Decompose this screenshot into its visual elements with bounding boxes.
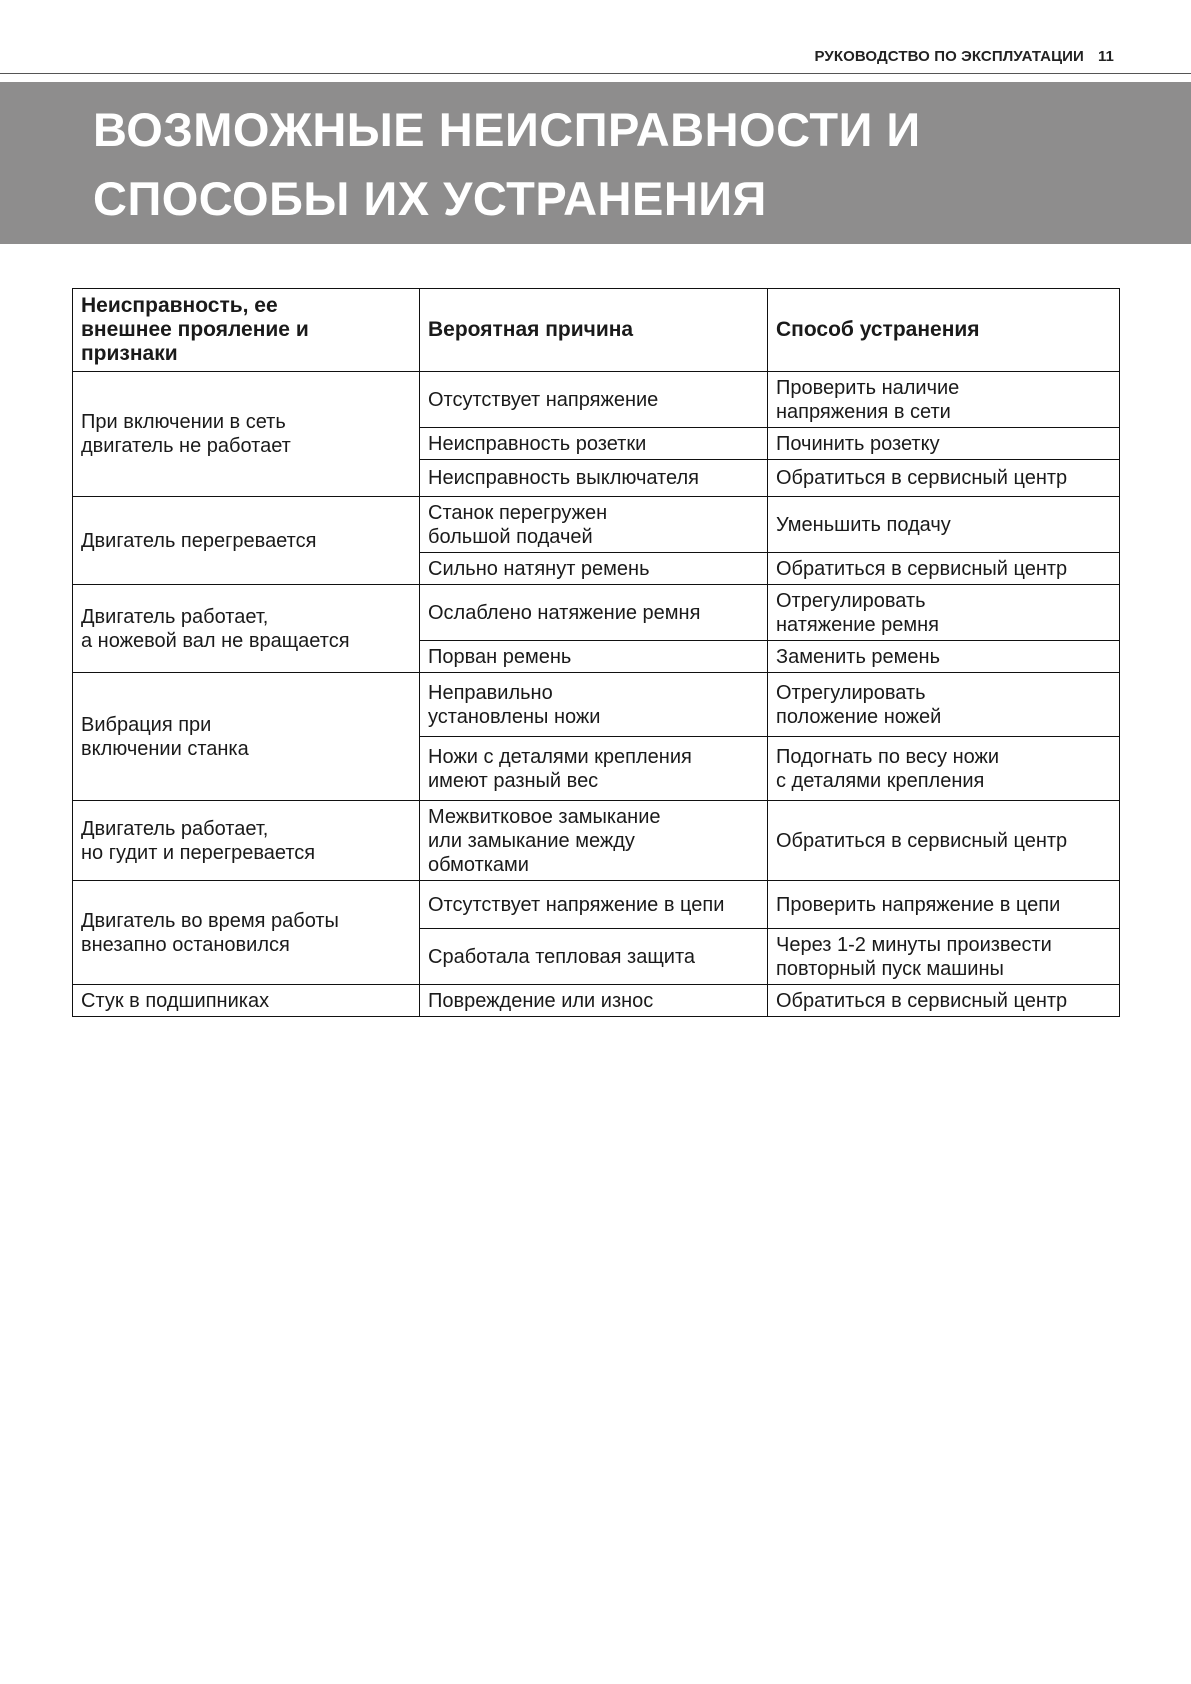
title-banner <box>0 82 1191 244</box>
page-title-line-2: СПОСОБЫ ИХ УСТРАНЕНИЯ <box>93 172 767 225</box>
cause-cell: Станок перегружен большой подачей <box>420 497 768 553</box>
column-header-cause: Вероятная причина <box>420 289 768 372</box>
fault-cell: Двигатель перегревается <box>73 497 420 585</box>
remedy-cell: Обратиться в сервисный центр <box>768 985 1120 1017</box>
table-header-row <box>73 289 1120 372</box>
fault-cell: Вибрация при включении станка <box>73 673 420 801</box>
remedy-cell: Отрегулировать положение ножей <box>768 673 1120 737</box>
cause-cell: Порван ремень <box>420 641 768 673</box>
cause-cell: Неисправность розетки <box>420 428 768 460</box>
cause-cell: Неисправность выключателя <box>420 460 768 497</box>
table-row <box>73 372 1120 428</box>
fault-cell: Двигатель во время работы внезапно остановился <box>73 881 420 985</box>
remedy-cell: Отрегулировать натяжение ремня <box>768 585 1120 641</box>
cause-cell: Неправильно установлены ножи <box>420 673 768 737</box>
cause-cell: Сработала тепловая защита <box>420 929 768 985</box>
cause-cell: Межвитковое замыкание или замыкание между обмотками <box>420 801 768 881</box>
table-row <box>73 585 1120 641</box>
page-number: 11 <box>1097 48 1114 65</box>
remedy-cell: Через 1-2 минуты произвести повторный пуск машины <box>768 929 1120 985</box>
fault-cell: Двигатель работает, но гудит и перегревается <box>73 801 420 881</box>
table-row <box>73 801 1120 881</box>
column-header-remedy: Способ устранения <box>768 289 1120 372</box>
table-row <box>73 881 1120 929</box>
remedy-cell: Подогнать по весу ножи с деталями крепления <box>768 737 1120 801</box>
cause-cell: Ножи с деталями крепления имеют разный вес <box>420 737 768 801</box>
remedy-cell: Починить розетку <box>768 428 1120 460</box>
remedy-cell: Обратиться в сервисный центр <box>768 553 1120 585</box>
remedy-cell: Уменьшить подачу <box>768 497 1120 553</box>
page-title-line-1: ВОЗМОЖНЫЕ НЕИСПРАВНОСТИ И <box>93 103 921 156</box>
troubleshooting-table <box>72 288 1120 1017</box>
fault-cell: При включении в сеть двигатель не работает <box>73 372 420 497</box>
column-header-fault: Неисправность, ее внешнее прояление и признаки <box>73 289 420 372</box>
header-divider <box>0 73 1191 74</box>
fault-cell: Двигатель работает, а ножевой вал не вращается <box>73 585 420 673</box>
cause-cell: Повреждение или износ <box>420 985 768 1017</box>
remedy-cell: Обратиться в сервисный центр <box>768 801 1120 881</box>
table-row <box>73 497 1120 553</box>
fault-cell: Стук в подшипниках <box>73 985 420 1017</box>
cause-cell: Отсутствует напряжение в цепи <box>420 881 768 929</box>
remedy-cell: Проверить наличие напряжения в сети <box>768 372 1120 428</box>
remedy-cell: Заменить ремень <box>768 641 1120 673</box>
table-row <box>73 985 1120 1017</box>
running-header <box>815 48 1115 65</box>
remedy-cell: Обратиться в сервисный центр <box>768 460 1120 497</box>
manual-title: РУКОВОДСТВО ПО ЭКСПЛУАТАЦИИ <box>814 48 1084 65</box>
cause-cell: Сильно натянут ремень <box>420 553 768 585</box>
cause-cell: Ослаблено натяжение ремня <box>420 585 768 641</box>
remedy-cell: Проверить напряжение в цепи <box>768 881 1120 929</box>
cause-cell: Отсутствует напряжение <box>420 372 768 428</box>
table-row <box>73 673 1120 737</box>
